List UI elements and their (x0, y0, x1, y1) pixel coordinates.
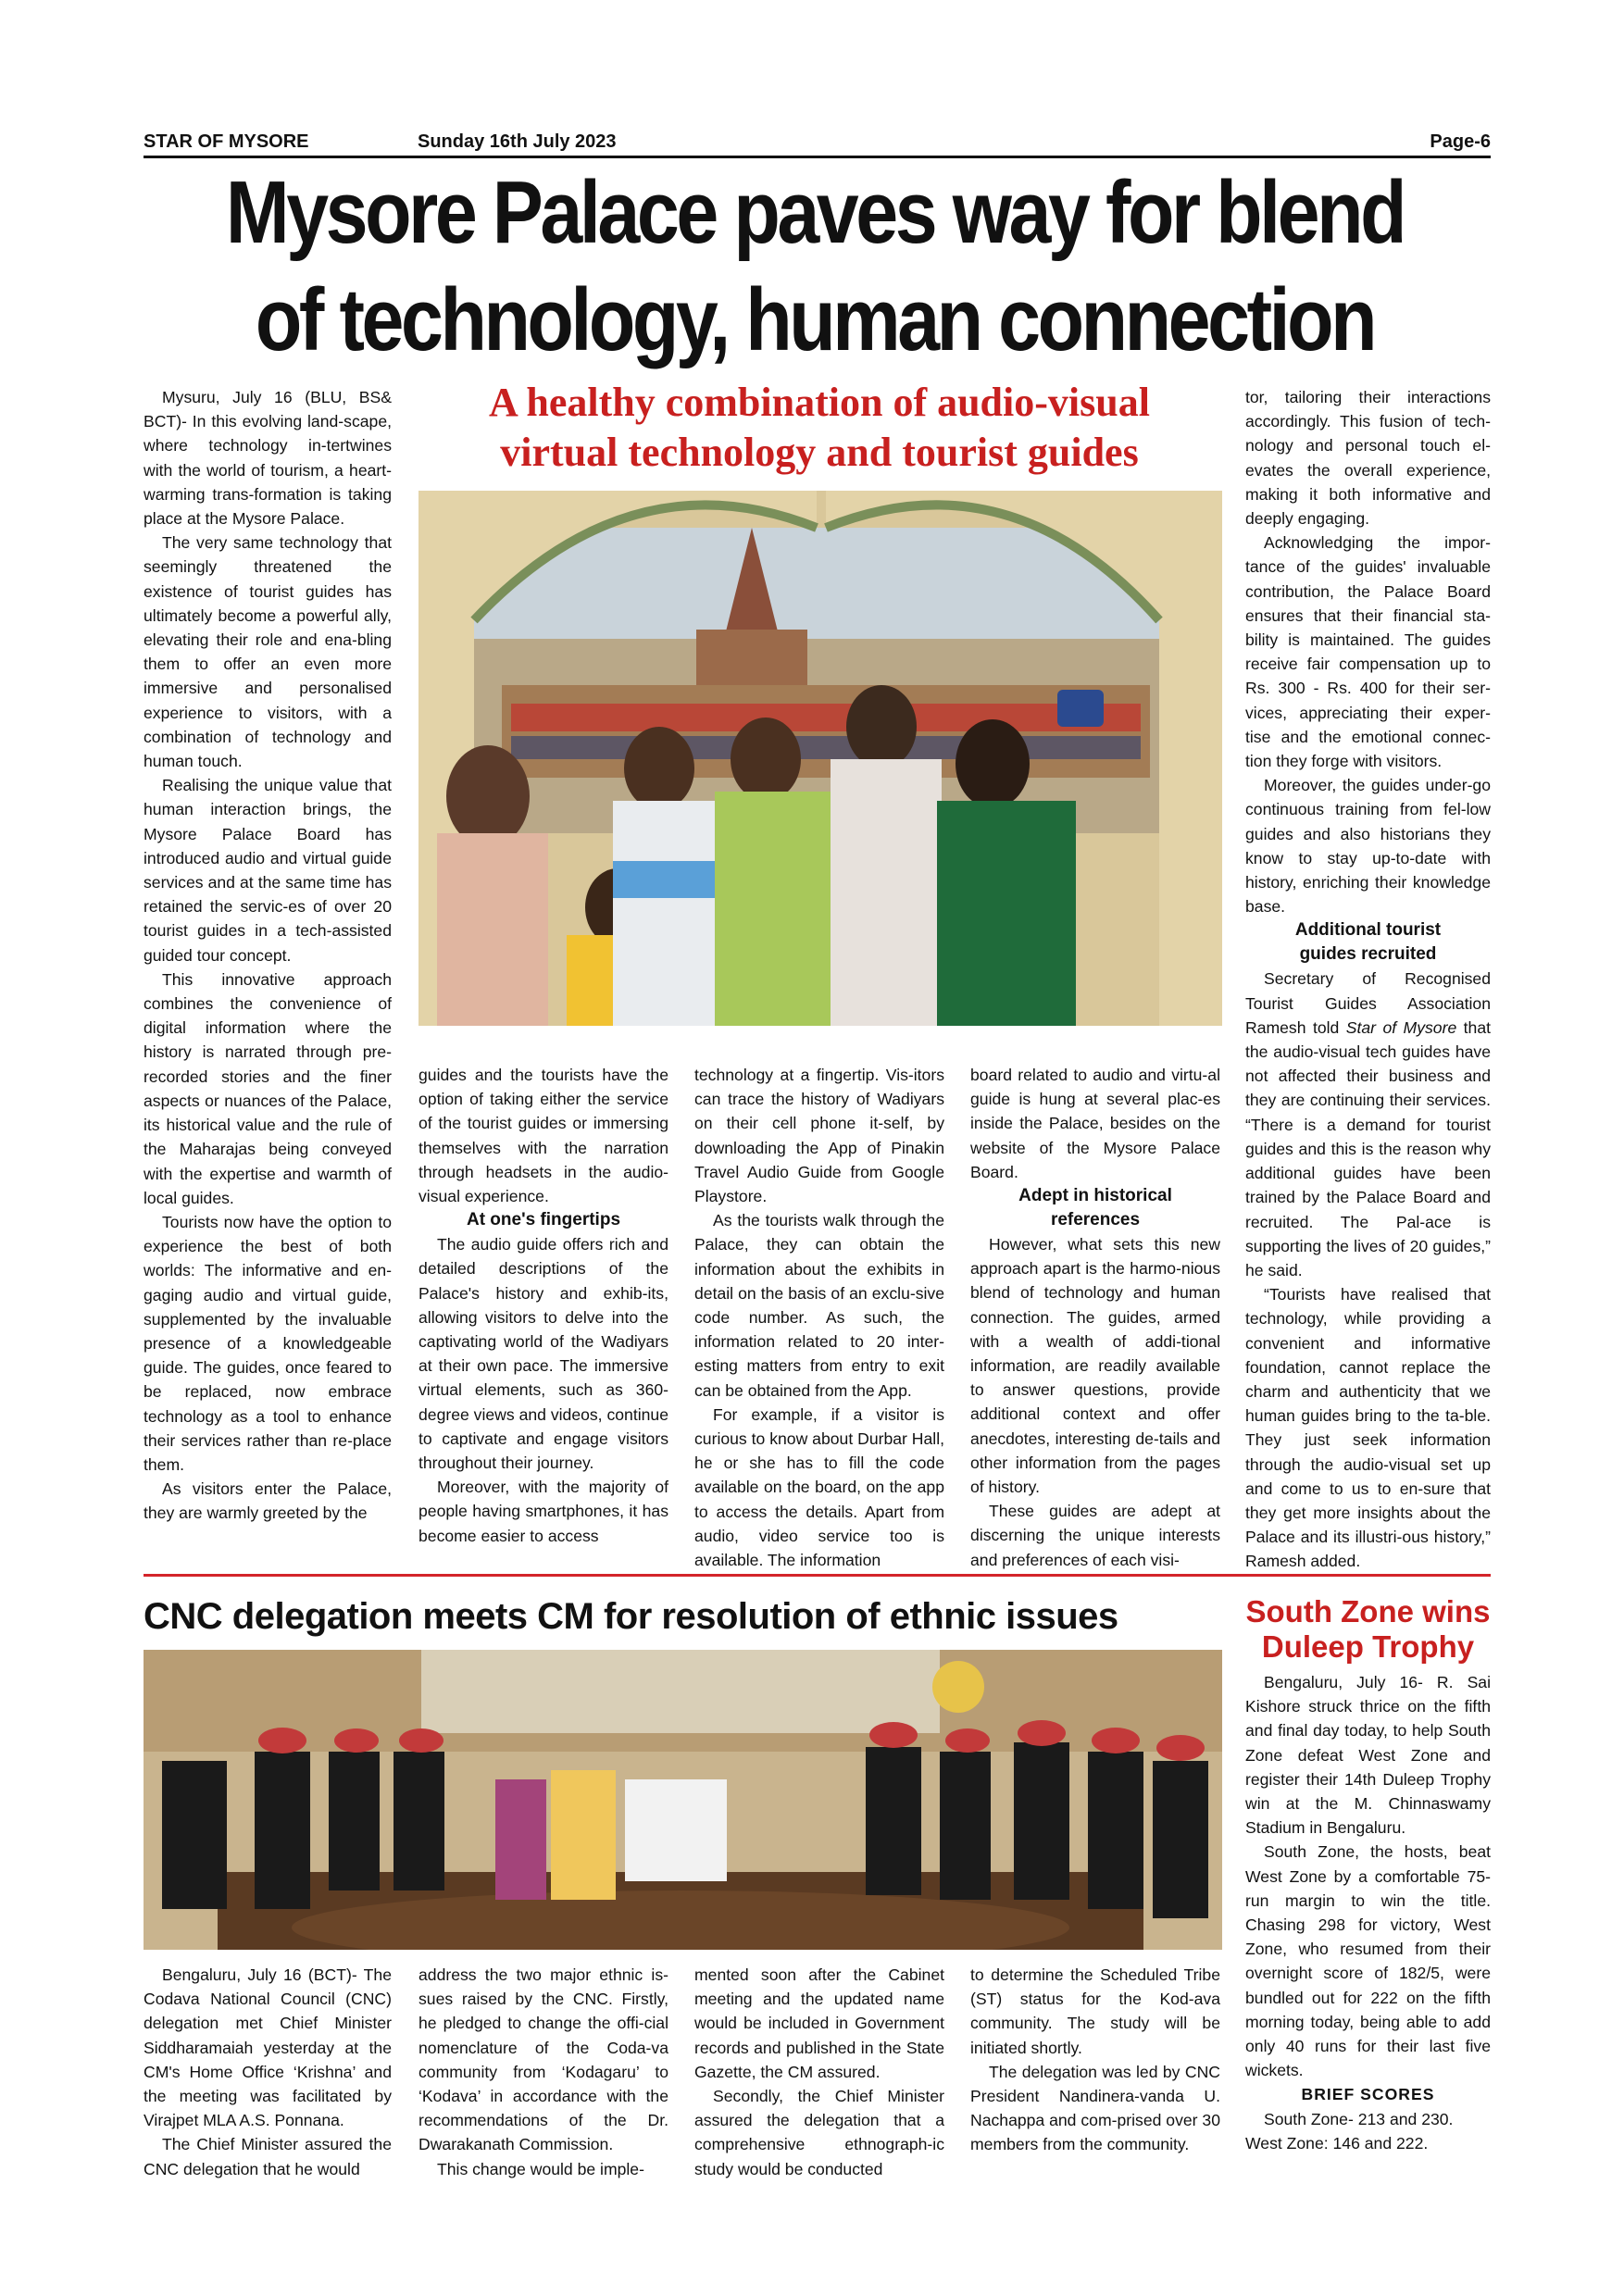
south-zone-headline-line2: Duleep Trophy (1261, 1629, 1475, 1664)
sports-paragraph: South Zone, the hosts, beat West Zone by a comfortable 75-run margin to win the title. Chasing 298 for victory, West Zone, who resumed from their overnight score of 182/5, were bundled out for 222 on the fifth morning today, being able to add only 40 runs for their last five wickets. (1245, 1842, 1491, 2080)
sports-paragraph: Bengaluru, July 16- R. Sai Kishore struck thrice on the fifth and final day today, to help South Zone defeat West Zone and register their 14th Duleep Trophy win at the M. Chinnaswamy Stadium in Bengaluru. (1245, 1673, 1491, 1838)
south-zone-column (1245, 1670, 1491, 2155)
subheading-adept-line1: Adept in historical (1018, 1186, 1172, 1206)
cnc-paragraph: mented soon after the Cabinet meeting and the updated name would be included in Government records and published in the State Gazette, the CM assured. (694, 1965, 944, 2081)
lead-paragraph: Moreover, with the majority of people having smartphones, it has become easier to access (418, 1478, 668, 1545)
section-divider (144, 1574, 1491, 1577)
lead-paragraph: As the tourists walk through the Palace, they can obtain the information about the exhibits in detail on the basis of an exclu-sive code number. As such, the information related to 20 inter-esting matters from entry to exit can be obtained from the App. (694, 1211, 944, 1400)
lead-column-1 (144, 385, 392, 1526)
score-line: South Zone- 213 and 230. (1264, 2109, 1454, 2128)
lead-paragraph: board related to audio and virtu-al guide is hung at several plac-es inside the Palace, besides on the website of the Mysore Palace Board. (970, 1066, 1220, 1181)
lead-subhead-line1: A healthy combination of audio-visual (489, 380, 1150, 425)
masthead (144, 128, 1491, 156)
palace-photo-illustration (418, 491, 1222, 1026)
lead-paragraph: However, what sets this new approach apart is the harmo-nious blend of technology and human connection. The guides, armed with a wealth of addi-tional information, are readily available to answer questions, provide additional context and offer anecdotes, interesting de-tails and other information from the pages of history. (970, 1235, 1220, 1497)
lead-paragraph: “Tourists have realised that technology, while providing a convenient and informative foundation, cannot replace the charm and authenticity that we human guides bring to the ta-ble. They just seek information through the audio-visual set up and come to us to en-sure that they get more insights about the Palace and its illustri-ous history,” Ramesh added. (1245, 1285, 1491, 1571)
subheading-adept-line2: references (1050, 1210, 1141, 1230)
subheading-additional-line1: Additional tourist (1294, 920, 1442, 941)
palace-tourists-photo (418, 491, 1222, 1026)
lead-column-4 (970, 1063, 1220, 1572)
cnc-paragraph: The Chief Minister assured the CNC delegation that he would (144, 2135, 392, 2178)
lead-paragraph: The very same technology that seemingly threatened the existence of tourist guides has ultimately become a powerful ally, elevating their role and ena-bling them to offer an even more immersive and personalised experience to visitors, with a combination of technology and human touch. (144, 533, 392, 771)
cnc-paragraph: address the two major ethnic is-sues raised by the CNC. Firstly, he pledged to change the offi-cial nomenclature of the Coda-va community from ‘Kodagaru’ to ‘Kodava’ in accordance with the recommendations of the Dr. Dwarakanath Commission. (418, 1965, 668, 2154)
lead-headline-line1: Mysore Palace paves way for blend (225, 163, 1405, 262)
cnc-column-2 (418, 1963, 668, 2181)
lead-paragraph: guides and the tourists have the option of taking either the service of the tourist guides or immersing themselves with the narration through headsets in the audio-visual experience. (418, 1066, 668, 1206)
subheading-adept (970, 1184, 1220, 1232)
cnc-column-3 (694, 1963, 944, 2181)
issue-date: Sunday 16th July 2023 (418, 131, 617, 152)
lead-subhead-line2: virtual technology and tourist guides (500, 430, 1139, 475)
south-zone-headline-line1: South Zone wins (1245, 1594, 1491, 1628)
page-number: Page-6 (1430, 131, 1491, 152)
lead-paragraph: Mysuru, July 16 (BLU, BS& BCT)- In this evolving land-scape, where technology in-tertwines with the world of tourism, a heart-warming trans-formation is taking place at the Mysore Palace. (144, 388, 392, 529)
lead-paragraph: This innovative approach combines the convenience of digital information where the history is narrated through pre-recorded stories and the finer aspects or nuances of the Palace, its historical value and the rule of the Maharajas being conveyed with the expertise and warmth of local guides. (144, 969, 392, 1207)
subheading-additional-guides (1245, 918, 1491, 967)
publication-name: STAR OF MYSORE (144, 131, 309, 152)
lead-paragraph: As visitors enter the Palace, they are warmly greeted by the (144, 1479, 392, 1523)
lead-paragraph: technology at a fingertip. Vis-itors can trace the history of Wadiyars on their cell phone it-self, by downloading the App of Pinakin Travel Audio Guide from Google Playstore. (694, 1066, 944, 1206)
cnc-column-4 (970, 1963, 1220, 2157)
lead-headline (226, 159, 1405, 374)
lead-paragraph: Tourists now have the option to experience the best of both worlds: The informative and en-gaging audio and virtual guide, supplemented by the invaluable presence of a knowledgeable guide. The guides, once feared to be replaced, now embrace technology as a tool to enhance their services rather than re-place them. (144, 1212, 392, 1474)
lead-column-2 (418, 1063, 668, 1548)
lead-paragraph: The audio guide offers rich and detailed descriptions of the Palace's history and exhib-its, allowing visitors to delve into the captivating world of the Wadiyars at their own pace. The immersive virtual elements, such as 360-degree views and videos, continue to captivate and engage visitors throughout their journey. (418, 1235, 668, 1473)
cnc-paragraph: The delegation was led by CNC President Nandinera-vanda U. Nachappa and com-prised over 30 members from the community. (970, 2062, 1220, 2154)
quote-intro: Secretary of Recognised Tourist Guides Association Ramesh told (1245, 969, 1491, 1037)
cnc-paragraph: This change would be imple- (437, 2159, 644, 2178)
cnc-paragraph: to determine the Scheduled Tribe (ST) status for the Kod-ava community. The study will be initiated shortly. (970, 1965, 1220, 2057)
subheading-additional-line2: guides recruited (1299, 944, 1437, 965)
publication-mention: Star of Mysore (1345, 1017, 1457, 1037)
lead-paragraph: tor, tailoring their interactions accordingly. This fusion of tech-nology and personal touch el-evates the overall experience, making it both informative and deeply engaging. (1245, 388, 1491, 529)
cnc-paragraph: Secondly, the Chief Minister assured the delegation that a comprehensive ethnograph-ic study would be conducted (694, 2087, 944, 2178)
brief-scores-heading: BRIEF SCORES (1301, 2085, 1435, 2104)
lead-paragraph (1245, 967, 1491, 1282)
masthead-rule (144, 156, 1491, 158)
cnc-paragraph: Bengaluru, July 16 (BCT)- The Codava National Council (CNC) delegation met Chief Minister Siddharamaiah yesterday at the CM's Home Office ‘Krishna’ and the meeting was facilitated by Virajpet MLA A.S. Ponnana. (144, 1965, 392, 2130)
score-line: West Zone: 146 and 222. (1245, 2133, 1429, 2152)
lead-paragraph: For example, if a visitor is curious to know about Durbar Hall, he or she has to fill the code available on the board, on the app to access the details. Apart from audio, video service too is available. The information (694, 1404, 944, 1570)
lead-paragraph: Realising the unique value that human interaction brings, the Mysore Palace Board has introduced audio and virtual guide services and at the same time has retained the servic-es of over 20 tourist guides in a tech-assisted guided tour concept. (144, 776, 392, 965)
cnc-headline: CNC delegation meets CM for resolution of ethnic issues (144, 1596, 1118, 1637)
lead-paragraph: Moreover, the guides under-go continuous training from fel-low guides and also historians they know to stay up-to-date with history, enriching their knowledge base. (1245, 776, 1491, 917)
cnc-column-1 (144, 1963, 392, 2181)
cnc-photo-illustration (144, 1650, 1222, 1950)
lead-headline-line2: of technology, human connection (255, 270, 1375, 369)
south-zone-headline (1245, 1594, 1491, 1665)
lead-column-5 (1245, 385, 1491, 1574)
lead-paragraph: These guides are adept at discerning the unique interests and preferences of each visi- (970, 1502, 1220, 1569)
quote-body: that the audio-visual tech guides have not affected their business and they are continuing their services. “There is a demand for tourist guides and this is the reason why additional guides have been trained by the Palace Board and recruited. The Pal-ace is supporting the lives of 20 guides,” he said. (1245, 1017, 1492, 1279)
lead-paragraph: Acknowledging the impor-tance of the guides' invaluable contribution, the Palace Board ensures that their financial sta-bility is maintained. The guides receive fair compensation up to Rs. 300 - Rs. 400 for their ser-vices, appreciating their exper-tise and the emotional connec-tion they forge with visitors. (1245, 533, 1491, 771)
cnc-delegation-photo (144, 1650, 1222, 1950)
subheading-fingertips: At one's fingertips (466, 1210, 621, 1230)
lead-subhead (412, 378, 1227, 478)
lead-column-3 (694, 1063, 944, 1572)
